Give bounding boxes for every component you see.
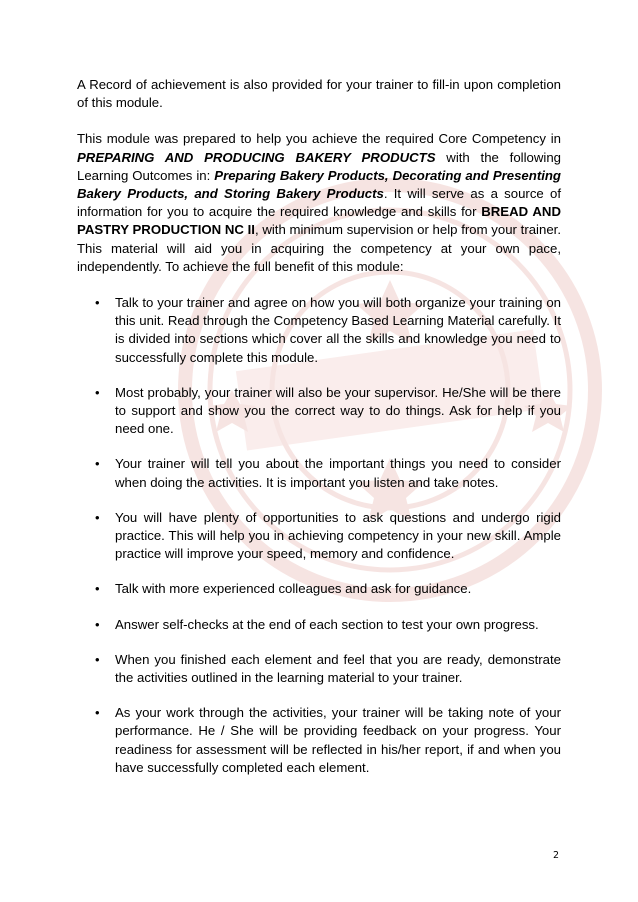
body-text xyxy=(77,76,561,794)
list-item xyxy=(77,455,561,491)
list-item-text: Most probably, your trainer will also be your supervisor. He/She will be there to support and show you the correct way to do things. Ask for help if you need one. xyxy=(115,384,561,437)
intro-text-4: , with minimum supervision or help from your trainer. This material will aid you in acquiring the competency at your own pace, independently. To achieve the full benefit of this module: xyxy=(77,222,561,274)
intro-text-3: . It will serve as a source of information for you to acquire the required knowledge and skills for xyxy=(77,186,561,220)
bullet-icon: • xyxy=(95,616,100,632)
core-competency-title: PREPARING AND PRODUCING BAKERY PRODUCTS xyxy=(77,149,436,165)
list-item xyxy=(77,704,561,777)
bullet-icon: • xyxy=(95,384,100,400)
list-item-text: Your trainer will tell you about the important things you need to consider when doing the activities. It is important you listen and take notes. xyxy=(115,456,561,490)
bullet-icon: • xyxy=(95,581,100,597)
instruction-list xyxy=(77,294,561,777)
list-item-text: You will have plenty of opportunities to ask questions and undergo rigid practice. This will help you in achieving competency in your new skill. Ample practice will improve your speed, memory and confidence. xyxy=(115,509,561,562)
intro-text-1: This module was prepared to help you achieve the required Core Competency in xyxy=(77,131,561,147)
list-item xyxy=(77,384,561,439)
paragraph-intro xyxy=(77,130,561,276)
qualification-title: BREAD AND PASTRY PRODUCTION NC II xyxy=(77,204,561,238)
list-item-text: Answer self-checks at the end of each section to test your own progress. xyxy=(115,616,539,632)
bullet-icon: • xyxy=(95,456,100,472)
page-number: 2 xyxy=(552,850,559,861)
list-item-text: When you finished each element and feel that you are ready, demonstrate the activities outlined in the learning material to your trainer. xyxy=(115,651,561,686)
intro-text-2: with the following Learning Outcomes in: xyxy=(77,149,561,183)
list-item-text: Talk with more experienced colleagues and ask for guidance. xyxy=(115,581,472,597)
bullet-icon: • xyxy=(95,509,100,525)
list-item xyxy=(77,580,561,598)
list-item xyxy=(77,294,561,367)
list-item-text: As your work through the activities, your trainer will be taking note of your performance. He / She will be providing feedback on your progress. Your readiness for assessment will be reflected in his/her report, if and when you have successfully completed each element. xyxy=(115,705,561,775)
list-item xyxy=(77,616,561,634)
list-item xyxy=(77,509,561,564)
bullet-icon: • xyxy=(95,295,100,311)
list-item-text: Talk to your trainer and agree on how you will both organize your training on this unit. Read through the Competency Based Learning Material carefully. It is divided into sections which cover all the skills and knowledge you need to successfully complete this module. xyxy=(115,295,561,365)
bullet-icon: • xyxy=(95,705,100,721)
learning-outcomes: Preparing Bakery Products, Decorating and Presenting Bakery Products, and Storing Bakery Products xyxy=(77,167,561,202)
bullet-icon: • xyxy=(95,651,100,667)
list-item xyxy=(77,651,561,687)
paragraph-record: A Record of achievement is also provided for your trainer to fill-in upon completion of this module. xyxy=(77,77,561,111)
